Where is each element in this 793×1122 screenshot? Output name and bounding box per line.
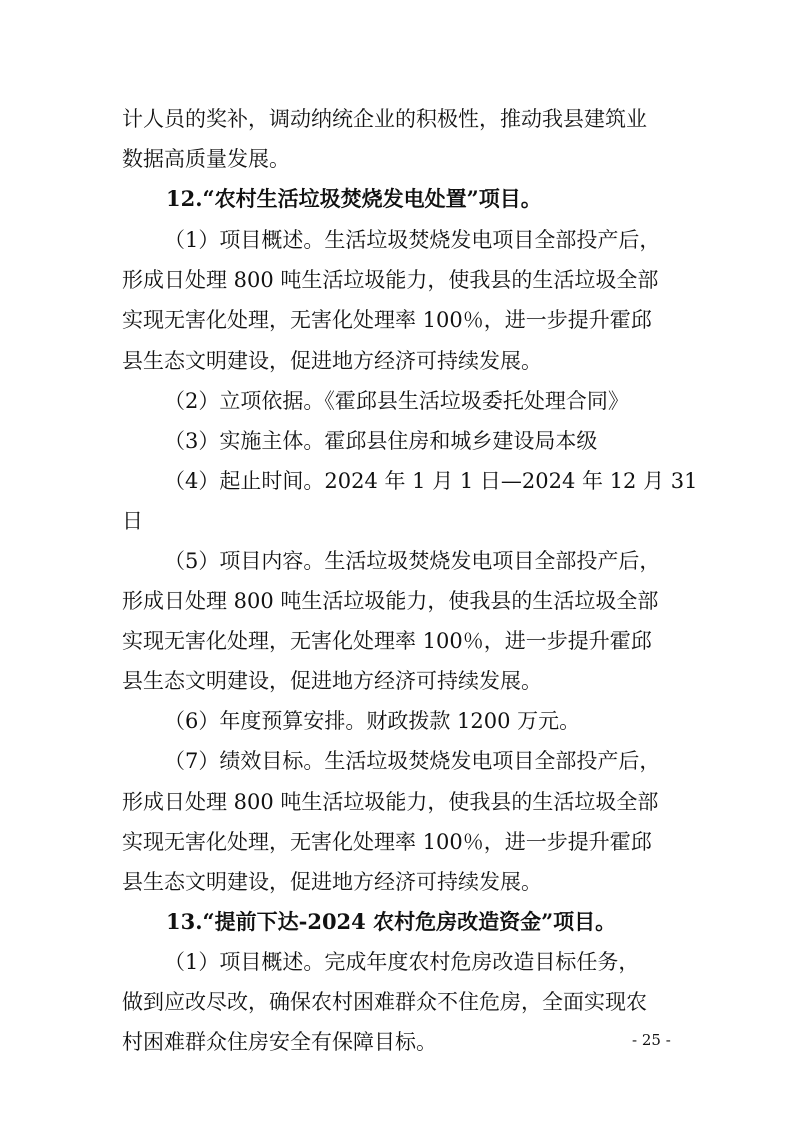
line-text: 形成日处理 800 吨生活垃圾能力，使我县的生活垃圾全部: [122, 589, 659, 613]
section-heading-12: [0, 186, 793, 212]
paragraph-line: [0, 1029, 793, 1055]
line-text: 数据高质量发展。: [122, 147, 290, 171]
heading-text: 12.“农村生活垃圾焚烧发电处置”项目。: [166, 186, 542, 211]
paragraph-line: [0, 388, 793, 414]
line-text: 村困难群众住房安全有保障目标。: [122, 1030, 437, 1054]
paragraph-line: [0, 989, 793, 1015]
paragraph-line: [0, 588, 793, 614]
paragraph-line: [0, 949, 793, 975]
paragraph-line: [0, 748, 793, 774]
line-text: （7）绩效目标。生活垃圾焚烧发电项目全部投产后，: [164, 749, 661, 773]
line-text: 县生态文明建设，促进地方经济可持续发展。: [122, 669, 542, 693]
line-text: （3）实施主体。霍邱县住房和城乡建设局本级: [164, 429, 598, 453]
page-number: - 25 -: [632, 1031, 671, 1049]
paragraph-line: [0, 789, 793, 815]
paragraph-line: [0, 307, 793, 333]
paragraph-line: [0, 508, 793, 534]
line-text: 形成日处理 800 吨生活垃圾能力，使我县的生活垃圾全部: [122, 268, 659, 292]
paragraph-line: [0, 146, 793, 172]
paragraph-line: [0, 227, 793, 253]
line-text: 实现无害化处理，无害化处理率 100％，进一步提升霍邱: [122, 308, 652, 332]
paragraph-line: [0, 267, 793, 293]
paragraph-line: [0, 548, 793, 574]
line-text: 做到应改尽改，确保农村困难群众不住危房，全面实现农: [122, 990, 647, 1014]
line-text: 日: [122, 509, 143, 533]
heading-text: 13.“提前下达-2024 农村危房改造资金”项目。: [166, 909, 617, 934]
paragraph-line: [0, 708, 793, 734]
line-text: 计人员的奖补，调动纳统企业的积极性，推动我县建筑业: [122, 107, 647, 131]
paragraph-line: [0, 468, 793, 494]
paragraph-line: [0, 668, 793, 694]
paragraph-line: [0, 829, 793, 855]
paragraph-line: [0, 106, 793, 132]
line-text: 实现无害化处理，无害化处理率 100％，进一步提升霍邱: [122, 629, 652, 653]
paragraph-line: [0, 869, 793, 895]
section-heading-13: [0, 909, 793, 935]
line-text: （4）起止时间。2024 年 1 月 1 日—2024 年 12 月 31: [164, 469, 698, 493]
paragraph-line: [0, 628, 793, 654]
line-text: 实现无害化处理，无害化处理率 100％，进一步提升霍邱: [122, 830, 652, 854]
line-text: （1）项目概述。完成年度农村危房改造目标任务，: [164, 950, 640, 974]
line-text: 形成日处理 800 吨生活垃圾能力，使我县的生活垃圾全部: [122, 790, 659, 814]
line-text: （1）项目概述。生活垃圾焚烧发电项目全部投产后，: [164, 228, 661, 252]
paragraph-line: [0, 428, 793, 454]
line-text: 县生态文明建设，促进地方经济可持续发展。: [122, 870, 542, 894]
paragraph-line: [0, 348, 793, 374]
line-text: （5）项目内容。生活垃圾焚烧发电项目全部投产后，: [164, 549, 661, 573]
line-text: （2）立项依据。《霍邱县生活垃圾委托处理合同》: [164, 389, 629, 413]
line-text: 县生态文明建设，促进地方经济可持续发展。: [122, 349, 542, 373]
line-text: （6）年度预算安排。财政拨款 1200 万元。: [164, 709, 581, 733]
